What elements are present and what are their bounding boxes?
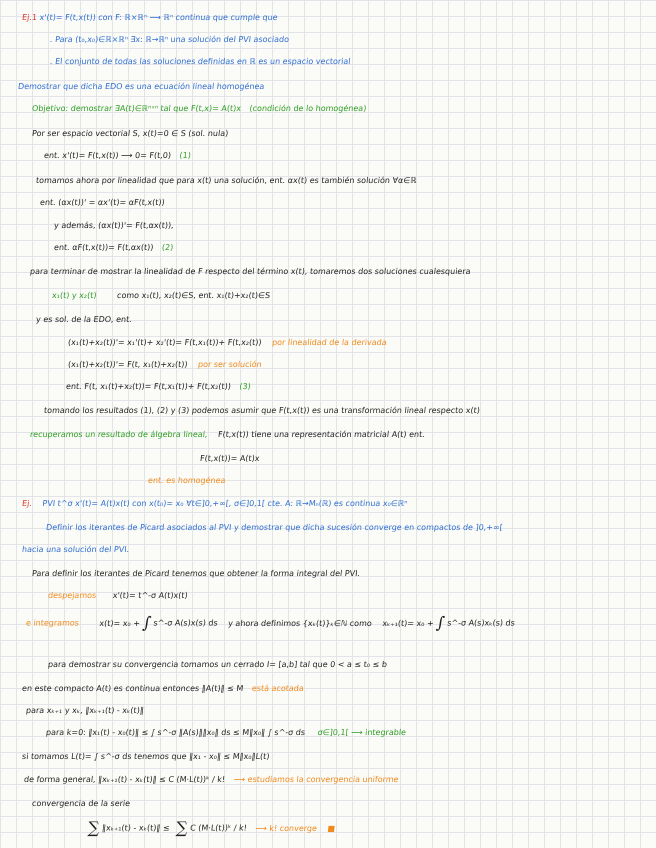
equation-3-tag: (3) bbox=[238, 382, 252, 391]
task-statement: Demostrar que dicha EDO es una ecuación lineal homogénea bbox=[17, 82, 265, 91]
sum-sign-left: ∑ bbox=[87, 818, 101, 837]
exercise-1-statement bbox=[21, 11, 278, 25]
objective-text: Objetivo: demostrar ∃A(t)∈ℝⁿˣⁿ tal que F(t,x)= A(t)x bbox=[31, 104, 242, 113]
integrate-label: e integramos bbox=[25, 618, 80, 628]
consecutive-iterates-line: para xₖ₊₁ y xₖ, ‖xₖ₊₁(t) - xₖ(t)‖ bbox=[25, 706, 145, 715]
two-solutions-names: x₁(t) y x₂(t) bbox=[51, 291, 97, 300]
additivity-intro: para terminar de mostrar la linealidad de F respecto del término x(t), tomaremos dos soluciones cualesquiera bbox=[29, 267, 472, 276]
isolate-derivative-line bbox=[47, 589, 188, 603]
derivative-sum-reason: por linealidad de la derivada bbox=[271, 338, 388, 347]
general-estimate-line bbox=[23, 773, 399, 787]
linear-transformation-line: tomando los resultados (1), (2) y (3) podemos asumir que F(t,x(t)) es una transformación lineal respecto x(t) bbox=[43, 406, 481, 415]
picard-iterate-integrand: s^-σ A(s)xₖ(s) ds bbox=[446, 618, 516, 628]
picard-integral-sign: ∫ bbox=[435, 613, 446, 632]
series-rhs: C (M·L(t))ᵏ / k! bbox=[189, 823, 248, 833]
equation-1-tag: (1) bbox=[179, 151, 192, 160]
hypothesis-existence: . Para (t₀,x₀)∈ℝ×ℝⁿ ∃x: ℝ→ℝⁿ una solución del PVI asociado bbox=[49, 35, 290, 44]
pvi-definition: PVI t^σ x'(t)= A(t)x(t) con x(t₀)= x₀ ∀t∈]0,+∞[, σ∈]0,1[ cte. A: ℝ→Mₙ(ℝ) es continua x₀∈ℝⁿ bbox=[41, 499, 408, 508]
integral-equation-integrand: s^-σ A(s)x(s) ds bbox=[153, 618, 219, 628]
integrable-note: σ∈]0,1[ ⟶ integrable bbox=[317, 728, 407, 737]
picard-task-cont: hacia una solución del PVI. bbox=[21, 545, 130, 554]
equation-2-tag: (2) bbox=[161, 243, 174, 252]
isolated-equation: x'(t)= t^-σ A(t)x(t) bbox=[112, 591, 189, 600]
sum-solution-text: (x₁(t)+x₂(t))'= F(t, x₁(t)+x₂(t)) bbox=[67, 360, 188, 369]
scalar-solution-line: y además, (αx(t))'= F(t,αx(t)), bbox=[53, 221, 175, 230]
bounded-matrix-text: en este compacto A(t) es continua entonces ‖A(t)‖ ≤ M bbox=[21, 684, 244, 693]
series-converges-note: ⟶ k! converge bbox=[254, 823, 318, 833]
sum-is-solution-line: y es sol. de la EDO, ent. bbox=[35, 315, 133, 324]
integral-form-intro: Para definir los iterantes de Picard tenemos que obtener la forma integral del PVI. bbox=[31, 569, 361, 578]
equation-1 bbox=[43, 149, 191, 163]
sum-solution-line bbox=[67, 358, 262, 372]
picard-definition-text: y ahora definimos {xₖ(t)}ₖ∈ℕ como bbox=[227, 618, 373, 628]
bounded-matrix-line bbox=[21, 682, 304, 696]
two-solutions-sum: como x₁(t), x₂(t)∈S, ent. x₁(t)+x₂(t)∈S bbox=[116, 291, 271, 300]
equation-1-text: ent. x'(t)= F(t,x(t)) ⟶ 0= F(t,0) bbox=[43, 151, 172, 160]
equation-2-text: ent. αF(t,x(t))= F(t,αx(t)) bbox=[53, 243, 154, 252]
sum-solution-reason: por ser solución bbox=[197, 360, 263, 369]
equation-3-text: ent. F(t, x₁(t)+x₂(t))= F(t,x₁(t))+ F(t,x₂(t)) bbox=[65, 382, 232, 391]
linear-form-result: F(t,x(t))= A(t)x bbox=[199, 454, 260, 463]
ode-definition: x'(t)= F(t,x(t)) con F: ℝ×ℝⁿ ⟶ ℝⁿ continua que cumple que bbox=[39, 13, 279, 22]
two-solutions-line bbox=[51, 289, 270, 303]
equation-3 bbox=[65, 380, 251, 394]
uniform-convergence-note: ⟶ estudiamos la convergencia uniforme bbox=[233, 775, 399, 784]
exercise-2-statement bbox=[21, 497, 408, 511]
homogeneous-conclusion: ent. es homogénea bbox=[147, 476, 226, 485]
derivative-sum-line bbox=[67, 336, 387, 350]
series-lhs: ‖xₖ₊₁(t) - xₖ(t)‖ ≤ bbox=[101, 823, 171, 833]
integral-sign: ∫ bbox=[141, 613, 152, 632]
integral-equation-lhs: x(t)= x₀ + bbox=[99, 618, 141, 628]
objective bbox=[31, 102, 367, 116]
k-zero-estimate-line bbox=[45, 726, 406, 740]
isolate-label: despejamos bbox=[47, 591, 97, 600]
equation-2 bbox=[53, 241, 174, 255]
scalar-linearity-line: tomamos ahora por linealidad que para x(t) una solución, ent. αx(t) es también solución ∀α∈ℝ bbox=[35, 176, 418, 185]
matrix-representation-line bbox=[29, 428, 425, 442]
exercise-2-label: Ej. bbox=[21, 499, 33, 508]
null-solution-line: Por ser espacio vectorial S, x(t)=0 ∈ S (sol. nula) bbox=[31, 129, 229, 138]
sum-sign-right: ∑ bbox=[175, 818, 189, 837]
picard-iterate-lhs: xₖ₊₁(t)= x₀ + bbox=[381, 618, 435, 628]
series-convergence-heading: convergencia de la serie bbox=[31, 799, 131, 808]
hypothesis-vector-space: . El conjunto de todas las soluciones definidas en ℝ es un espacio vectorial bbox=[49, 57, 352, 66]
k-zero-estimate-text: para k=0: ‖x₁(t) - x₀(t)‖ ≤ ∫ s^-σ ‖A(s)‖‖x₀‖ ds ≤ M‖x₀‖ ∫ s^-σ ds bbox=[45, 728, 306, 737]
bounded-note: está acotada bbox=[251, 684, 305, 693]
exercise-1-label: Ej.1 bbox=[21, 13, 38, 22]
algebra-reminder: recuperamos un resultado de álgebra lineal, bbox=[29, 430, 208, 439]
picard-task: Definir los iterantes de Picard asociados al PVI y demostrar que dicha sucesión converge en compactos de ]0,+∞[ bbox=[45, 523, 504, 532]
objective-note: (condición de lo homogénea) bbox=[249, 104, 367, 113]
compact-interval-line: para demostrar su convergencia tomamos un cerrado I= [a,b] tal que 0 < a ≤ t₀ ≤ b bbox=[47, 660, 388, 669]
series-estimate-line bbox=[87, 816, 337, 840]
derivative-sum-text: (x₁(t)+x₂(t))'= x₁'(t)+ x₂'(t)= F(t,x₁(t))+ F(t,x₂(t)) bbox=[67, 338, 263, 347]
matrix-representation-text: F(t,x(t)) tiene una representación matricial A(t) ent. bbox=[217, 430, 426, 439]
qed-mark: ■ bbox=[327, 823, 336, 833]
general-estimate-text: de forma general, ‖xₖ₊₁(t) - xₖ(t)‖ ≤ C (M·L(t))ᵏ / k! bbox=[23, 775, 226, 784]
scalar-derivative-line: ent. (αx(t))' = αx'(t)= αF(t,x(t)) bbox=[39, 198, 166, 207]
l-function-line: si tomamos L(t)= ∫ s^-σ ds tenemos que ‖x₁ - x₀‖ ≤ M‖x₀‖L(t) bbox=[21, 752, 270, 761]
integral-form-line bbox=[25, 612, 516, 634]
